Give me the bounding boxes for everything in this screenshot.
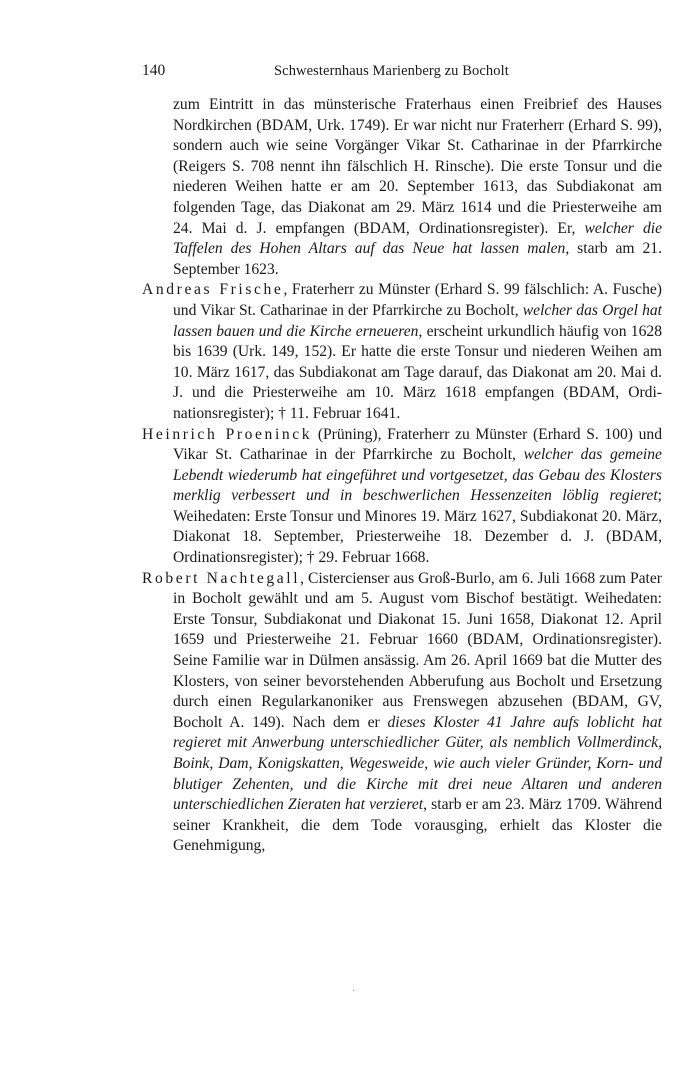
register-entry [142,280,662,424]
entry-name: Andreas Frische [142,281,284,299]
text-run: ; Weihedaten: Erste Tonsur und Minores 19. März 1627, Subdiakonat 20. März, Diakonat 18. September, Priesterweihe 18. Dezember d. J. (BDAM, Ordinationsregister); † 29. Februar 1668. [173,487,662,567]
text-run: , starb am 21. September 1623. [173,240,662,278]
quoted-phrase: welcher die Taffelen des Hohen Altars auf das Neue hat lassen malen [173,219,663,258]
body-text [142,95,662,857]
quoted-phrase: welcher das Orgel hat lassen bauen und die Kirche erneueren [173,301,663,340]
entry-name: Heinrich Proeninck [142,425,313,443]
text-run: (Prüning), Fraterherr zu Münster (Erhard S. 100) und Vikar St. Catharinae in der Pfarrkirche zu Bocholt, [173,425,662,464]
quoted-phrase: dieses Kloster 41 Jahre aufs loblicht hat regieret mit Anwerbung unterschiedlicher Güter, als nemblich Vollmerdinck, Boink, Dam, Konigskatten, Wegesweide, wie auch vieler Gründer, Korn- und blutiger Zehenten, und die Kirche mit drei neue Altaren und anderen unterschiedlichen Zieraten hat verzieret [173,713,662,814]
text-run: , Cistercienser aus Groß-Burlo, am 6. Juli 1668 zum Pater in Bocholt gewählt und am 5. August vom Bischof bestätigt. Weihedaten: Erste Tonsur, Subdiakonat und Diakonat 15. Juni 1658, Diakonat 12. April 1659 und Priesterweihe 21. Februar 1660 (BDAM, Ordinationsregister). Seine Familie war in Dülmen ansässig. Am 26. April 1669 bat die Mutter des Klosters, von seiner bevorstehenden Abberufung aus Bocholt und Ersetzung durch einen Regularkanoniker aus Frenswegen abzusehen (BDAM, GV, Bocholt A. 149). Nach dem er [173,569,663,731]
running-title: Schwesternhaus Marienberg zu Bocholt [274,63,509,79]
page-header [142,62,662,86]
page-number: 140 [142,62,166,79]
text-run: , Fraterherr zu Münster (Erhard S. 99 fälschlich: A. Fusche) und Vikar St. Catharinae in der Pfarrkirche zu Bocholt, [173,281,662,319]
entry-name: Robert Nachtegall [142,569,301,587]
text-run: zum Eintritt in das münsterische Fraterhaus einen Freibrief des Hauses Nordkirchen (BDAM, Urk. 1749). Er war nicht nur Fraterherr (Erhard S. 99), sondern auch wie seine Vorgänger Vikar St. Catharinae in der Pfarrkirche (Reigers S. 708 nennt ihn fälschlich H. Rinsche). Die erste Tonsur und die niederen Weihen hatte er am 20. September 1613, das Subdiakonat am folgenden Tage, das Diakonat am 29. März 1614 und die Priesterweihe am 24. Mai d. J. empfangen (BDAM, Ordinationsregister). Er, [173,96,662,237]
continuation-paragraph [142,95,662,280]
text-run: , erscheint urkundlich häufig von 1628 bis 1639 (Urk. 149, 152). Er hatte die erste Tonsur und niederen Weihen am 10. März 1617, das Subdiakonat am Tage darauf, das Diakonat am 20. Mai d. J. und die Priesterweihe am 10. März 1618 empfangen (BDAM, Ordinationsregister); † 11. Februar 1641. [173,322,662,422]
quoted-phrase: welcher das gemeine Lebendt wiederumb hat eingeführet und vortgesetzet, das Gebau des Klosters merklig verbessert und in beschwerlichen Hessenzeiten löblig regieret [173,446,662,505]
register-entry [142,569,662,857]
register-entry [142,425,662,569]
page-speck [353,990,354,991]
text-run: , starb er am 23. März 1709. Während seiner Krankheit, die dem Tode vorausging, erhielt das Kloster die Genehmigung, [173,796,662,855]
